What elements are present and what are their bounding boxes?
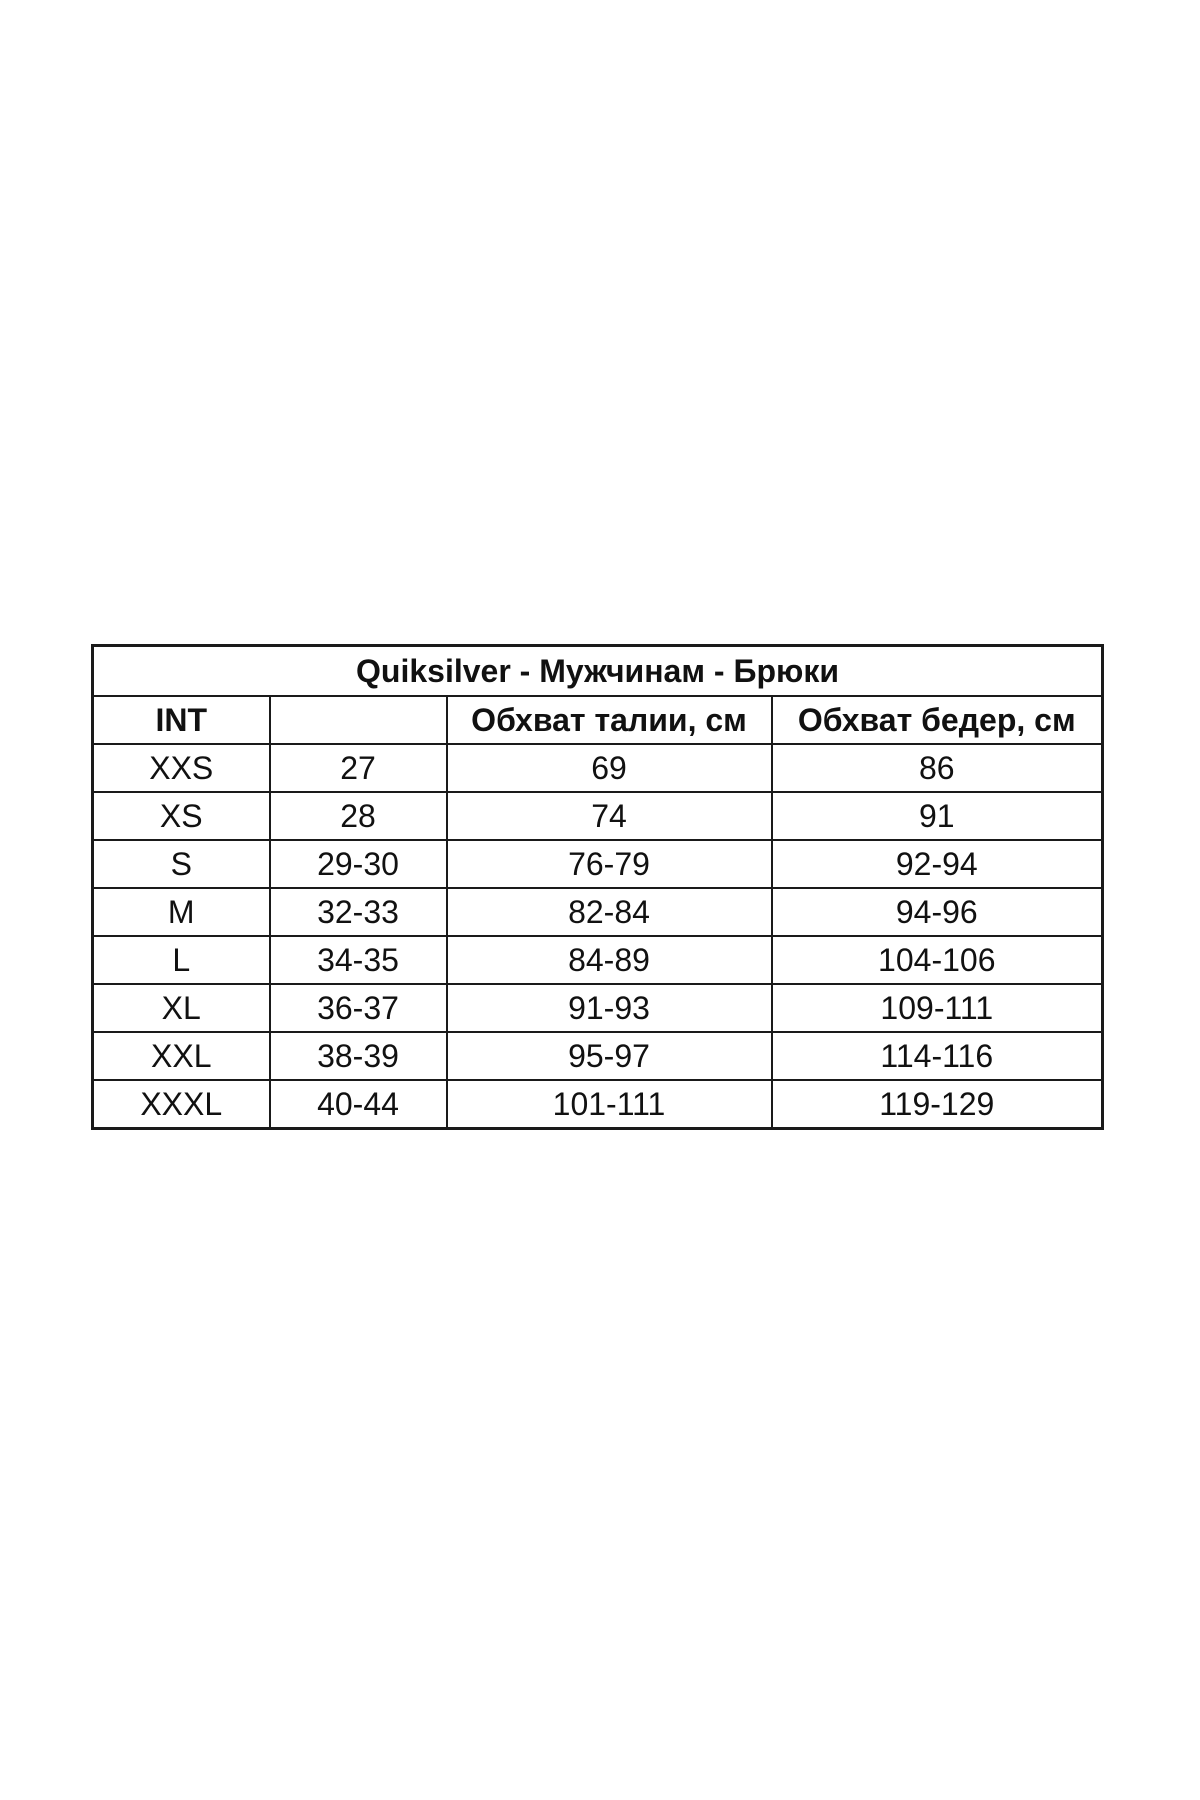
cell-waist: 76-79 bbox=[447, 840, 772, 888]
table-row bbox=[93, 936, 1103, 984]
cell-size: 27 bbox=[270, 744, 447, 792]
table-row bbox=[93, 792, 1103, 840]
cell-waist: 91-93 bbox=[447, 984, 772, 1032]
cell-size: 40-44 bbox=[270, 1080, 447, 1129]
header-int: INT bbox=[93, 696, 270, 744]
cell-int: XXS bbox=[93, 744, 270, 792]
cell-int: XXL bbox=[93, 1032, 270, 1080]
cell-int: L bbox=[93, 936, 270, 984]
cell-size: 32-33 bbox=[270, 888, 447, 936]
header-us-size bbox=[270, 696, 447, 744]
cell-int: M bbox=[93, 888, 270, 936]
cell-int: XXXL bbox=[93, 1080, 270, 1129]
cell-hips: 92-94 bbox=[772, 840, 1103, 888]
cell-int: XL bbox=[93, 984, 270, 1032]
size-chart-table bbox=[91, 644, 1104, 1130]
cell-hips: 114-116 bbox=[772, 1032, 1103, 1080]
cell-waist: 101-111 bbox=[447, 1080, 772, 1129]
cell-hips: 86 bbox=[772, 744, 1103, 792]
cell-hips: 94-96 bbox=[772, 888, 1103, 936]
table-row bbox=[93, 984, 1103, 1032]
cell-hips: 104-106 bbox=[772, 936, 1103, 984]
table-row bbox=[93, 1080, 1103, 1129]
cell-size: 28 bbox=[270, 792, 447, 840]
table-header-row bbox=[93, 696, 1103, 744]
cell-waist: 74 bbox=[447, 792, 772, 840]
table-row bbox=[93, 1032, 1103, 1080]
cell-size: 34-35 bbox=[270, 936, 447, 984]
cell-size: 38-39 bbox=[270, 1032, 447, 1080]
table-title: Quiksilver - Мужчинам - Брюки bbox=[93, 646, 1103, 697]
cell-int: XS bbox=[93, 792, 270, 840]
cell-waist: 69 bbox=[447, 744, 772, 792]
cell-hips: 119-129 bbox=[772, 1080, 1103, 1129]
table-title-row bbox=[93, 646, 1103, 697]
header-hips: Обхват бедер, см bbox=[772, 696, 1103, 744]
cell-hips: 109-111 bbox=[772, 984, 1103, 1032]
cell-int: S bbox=[93, 840, 270, 888]
header-waist: Обхват талии, см bbox=[447, 696, 772, 744]
cell-waist: 82-84 bbox=[447, 888, 772, 936]
cell-size: 36-37 bbox=[270, 984, 447, 1032]
cell-size: 29-30 bbox=[270, 840, 447, 888]
cell-waist: 84-89 bbox=[447, 936, 772, 984]
table-row bbox=[93, 888, 1103, 936]
cell-waist: 95-97 bbox=[447, 1032, 772, 1080]
table-row bbox=[93, 744, 1103, 792]
table-row bbox=[93, 840, 1103, 888]
cell-hips: 91 bbox=[772, 792, 1103, 840]
